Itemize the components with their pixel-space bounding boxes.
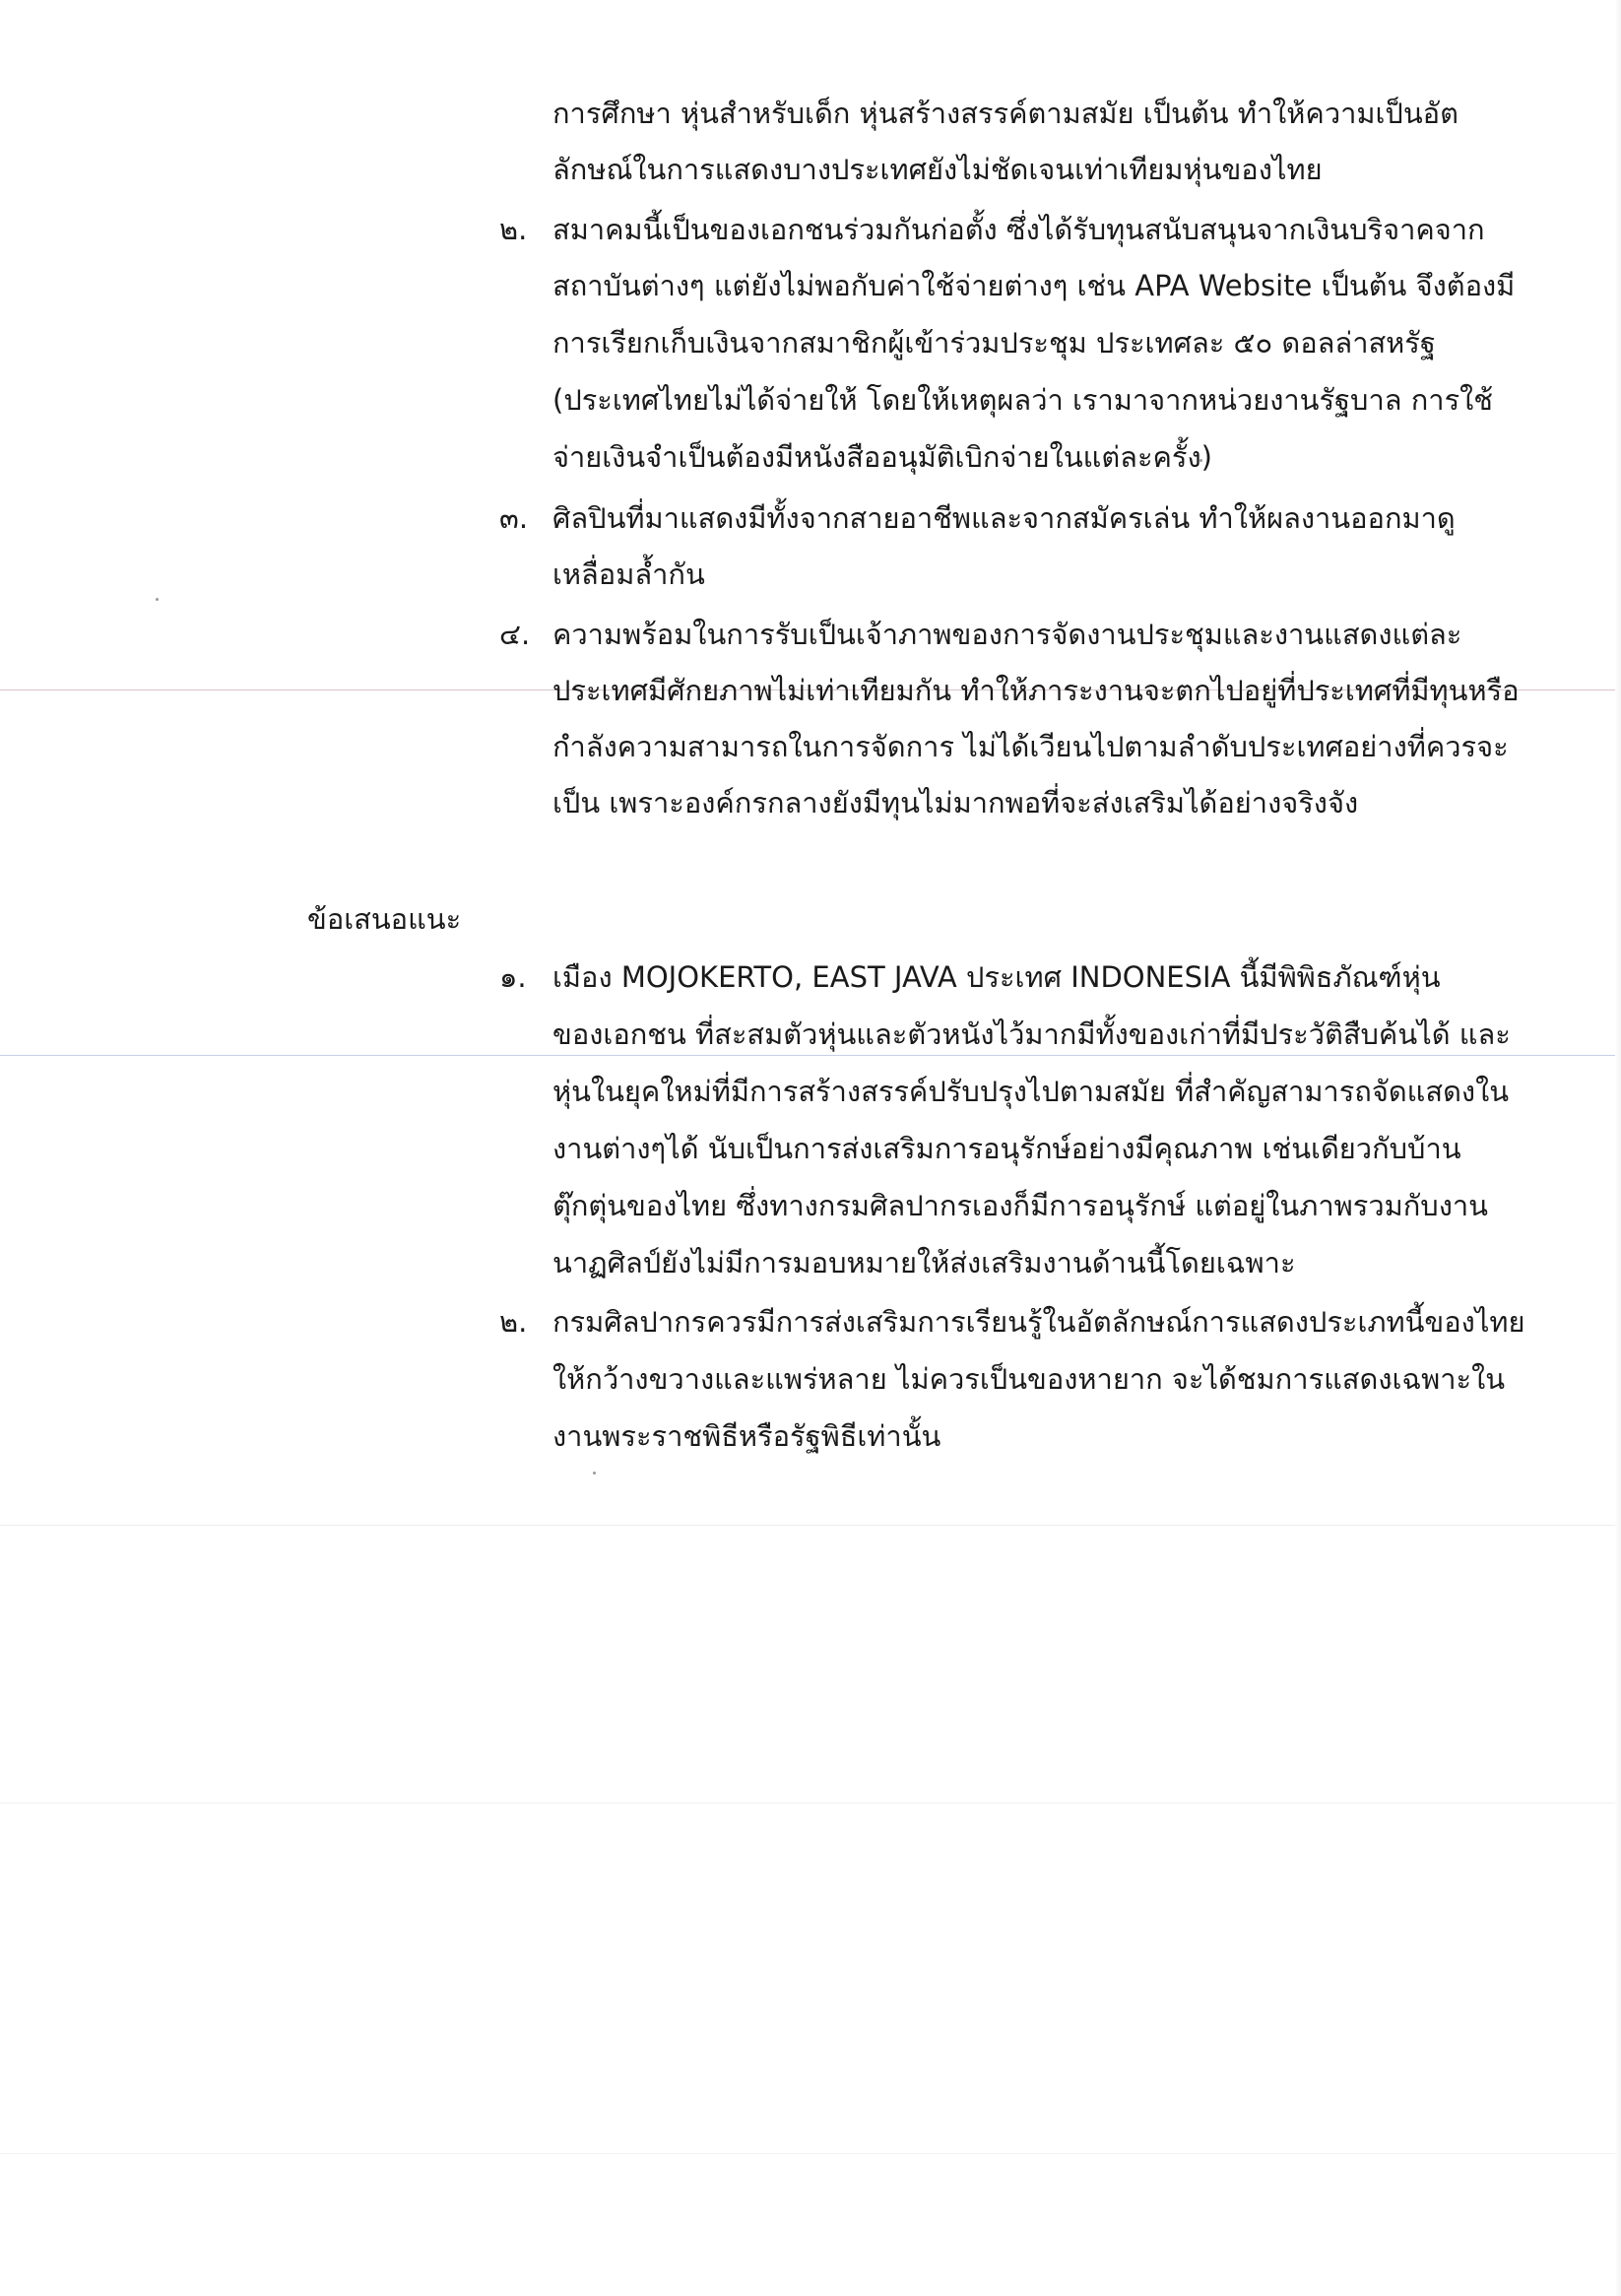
- text-line: เมือง MOJOKERTO, EAST JAVA ประเทศ INDONESIA นี้มีพิพิธภัณฑ์หุ่น: [552, 960, 1441, 994]
- text-line: หุ่นในยุคใหม่ที่มีการสร้างสรรค์ปรับปรุงไปตามสมัย ที่สำคัญสามารถจัดแสดงใน: [552, 1075, 1510, 1108]
- text-line: การเรียกเก็บเงินจากสมาชิกผู้เข้าร่วมประชุม ประเทศละ ๕๐ ดอลล่าสหรัฐ: [552, 326, 1436, 360]
- text-line: การศึกษา หุ่นสำหรับเด็ก หุ่นสร้างสรรค์ตามสมัย เป็นต้น ทำให้ความเป็นอัต: [552, 97, 1459, 130]
- list-item-number: ๒.: [499, 1305, 528, 1339]
- text-line: ความพร้อมในการรับเป็นเจ้าภาพของการจัดงานประชุมและงานแสดงแต่ละ: [552, 618, 1462, 651]
- scan-artifact-line: [0, 1525, 1621, 1526]
- text-line: กำลังความสามารถในการจัดการ ไม่ได้เวียนไปตามลำดับประเทศอย่างที่ควรจะ: [552, 730, 1509, 763]
- text-line: สมาคมนี้เป็นของเอกชนร่วมกันก่อตั้ง ซึ่งได้รับทุนสนับสนุนจากเงินบริจาคจาก: [552, 213, 1485, 246]
- text-line: ตุ๊กตุ่นของไทย ซึ่งทางกรมศิลปากรเองก็มีการอนุรักษ์ แต่อยู่ในภาพรวมกับงาน: [552, 1189, 1488, 1222]
- text-line: ประเทศมีศักยภาพไม่เท่าเทียมกัน ทำให้ภาระงานจะตกไปอยู่ที่ประเทศที่มีทุนหรือ: [552, 674, 1520, 707]
- scan-artifact-line: [0, 1803, 1621, 1804]
- text-line: งานพระราชพิธีหรือรัฐพิธีเท่านั้น: [552, 1419, 941, 1453]
- text-line: กรมศิลปากรควรมีการส่งเสริมการเรียนรู้ในอัตลักษณ์การแสดงประเภทนี้ของไทย: [552, 1305, 1525, 1339]
- text-line: ลักษณ์ในการแสดงบางประเทศยังไม่ชัดเจนเท่าเทียมหุ่นของไทย: [552, 153, 1323, 186]
- text-line: งานต่างๆได้ นับเป็นการส่งเสริมการอนุรักษ์อย่างมีคุณภาพ เช่นเดียวกับบ้าน: [552, 1132, 1461, 1165]
- list-item-number: ๓.: [499, 501, 529, 535]
- list-item-number: ๒.: [499, 213, 528, 246]
- scan-speck: [156, 598, 159, 601]
- text-line: ศิลปินที่มาแสดงมีทั้งจากสายอาชีพและจากสมัครเล่น ทำให้ผลงานออกมาดู: [552, 501, 1456, 535]
- scan-speck: [593, 1472, 596, 1475]
- text-line: ให้กว้างขวางและแพร่หลาย ไม่ควรเป็นของหายาก จะได้ชมการแสดงเฉพาะใน: [552, 1362, 1506, 1396]
- section-heading: ข้อเสนอแนะ: [307, 902, 462, 936]
- text-line: เหลื่อมล้ำกัน: [552, 558, 705, 591]
- text-line: เป็น เพราะองค์กรกลางยังมีทุนไม่มากพอที่จะส่งเสริมได้อย่างจริงจัง: [552, 786, 1359, 820]
- text-line: สถาบันต่างๆ แต่ยังไม่พอกับค่าใช้จ่ายต่างๆ เช่น APA Website เป็นต้น จึงต้องมี: [552, 269, 1516, 302]
- text-line: (ประเทศไทยไม่ได้จ่ายให้ โดยให้เหตุผลว่า เรามาจากหน่วยงานรัฐบาล การใช้: [552, 383, 1493, 417]
- scan-artifact-line: [0, 1055, 1621, 1056]
- scan-artifact-line: [0, 2153, 1621, 2154]
- text-line: ของเอกชน ที่สะสมตัวหุ่นและตัวหนังไว้มากมีทั้งของเก่าที่มีประวัติสืบค้นได้ และ: [552, 1017, 1511, 1051]
- text-line: นาฏศิลป์ยังไม่มีการมอบหมายให้ส่งเสริมงานด้านนี้โดยเฉพาะ: [552, 1246, 1296, 1279]
- page-edge-shadow: [1615, 0, 1621, 2296]
- list-item-number: ๔.: [499, 618, 531, 651]
- text-line: จ่ายเงินจำเป็นต้องมีหนังสืออนุมัติเบิกจ่ายในแต่ละครั้ง): [552, 440, 1212, 474]
- list-item-number: ๑.: [499, 960, 527, 994]
